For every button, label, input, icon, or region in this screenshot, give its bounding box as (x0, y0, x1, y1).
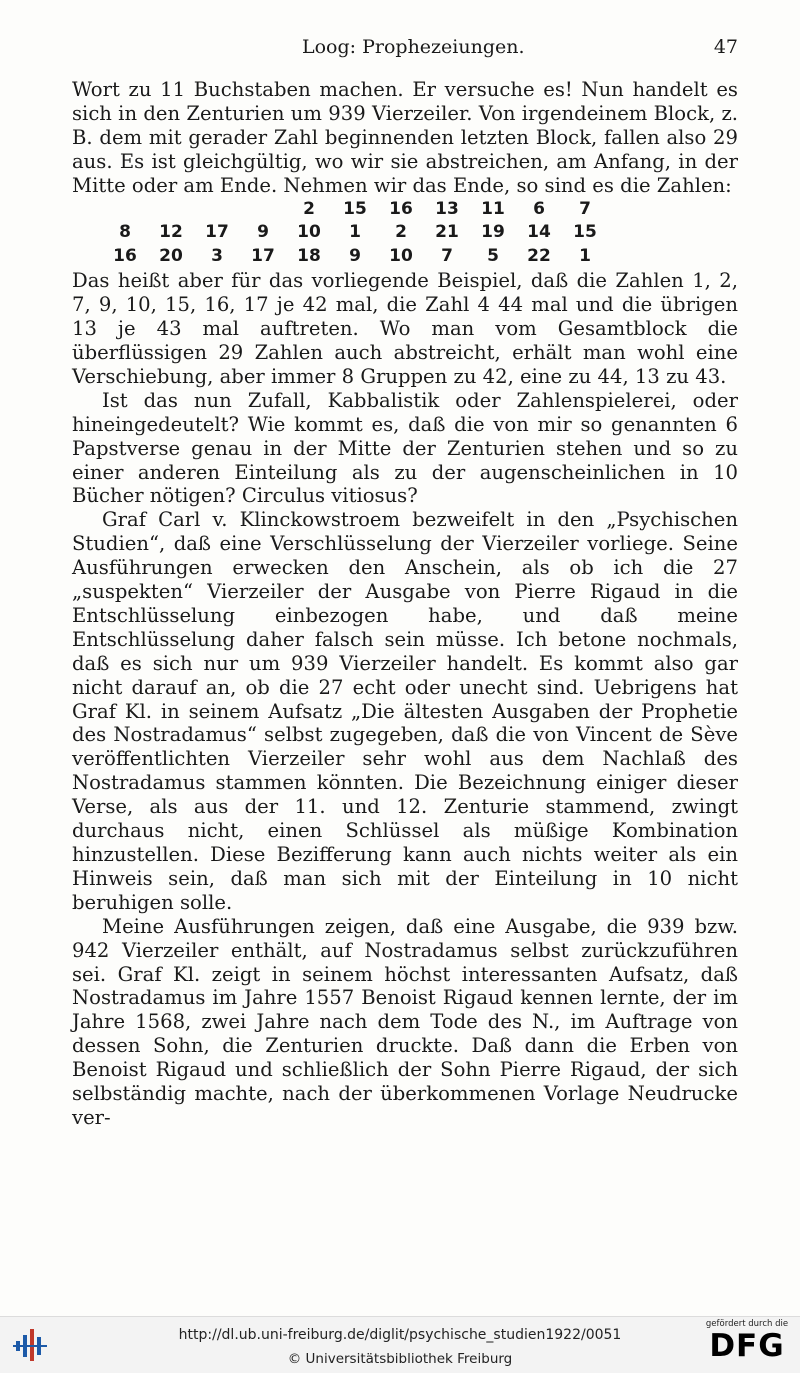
number-cell: 8 (119, 222, 131, 243)
number-cell: 14 (527, 222, 551, 243)
number-cell: 9 (349, 246, 361, 267)
number-cell: 15 (343, 198, 367, 219)
number-row (102, 221, 608, 245)
number-cell: 1 (579, 246, 591, 267)
number-cell: 10 (389, 246, 413, 267)
paragraph: Meine Ausführungen zeigen, daß eine Ausgabe, die 939 bzw. 942 Vierzeiler enthält, auf Nostradamus selbst zurückzuführen sei. Graf Kl. zeigt in seinem höchst interessanten Aufsatz, daß Nostradamus im Jahre 1557 Benoist Rigaud kennen lernte, der im Jahre 1568, zwei Jahre nach dem Tode des N., im Auftrage von dessen Sohn, die Zenturien druckte. Daß dann die Erben von Benoist Rigaud und schließlich der Sohn Pierre Rigaud, der sich selbständig machte, nach der überkommenen Vorlage Neudrucke ver- (72, 914, 738, 1129)
paragraph: Graf Carl v. Klinckowstroem bezweifelt in den „Psychischen Studien“, daß eine Verschlüsselung der Vierzeiler vorliege. Seine Ausführungen erwecken den Anschein, als ob ich die 27 „suspekten“ Vierzeiler der Ausgabe von Pierre Rigaud in die Entschlüsselung einbezogen habe, und daß meine Entschlüsselung daher falsch sein müsse. Ich betone nochmals, daß es sich nur um 939 Vierzeiler handelt. Es kommt also gar nicht darauf an, ob die 27 echt oder unecht sind. Uebrigens hat Graf Kl. in seinem Aufsatz „Die ältesten Ausgaben der Prophetie des Nostradamus“ selbst zugegeben, daß die von Vincent de Sève veröffentlichten Vierzeiler sehr wohl aus dem Nachlaß des Nostradamus stammen könnten. Die Bezeichnung einiger dieser Verse, als aus der 11. und 12. Zenturie stammend, zwingt durchaus nicht, einen Schlüssel als müßige Kombination hinzustellen. Diese Bezifferung kann auch nichts weiter als ein Hinweis sein, daß man sich mit der Einteilung in 10 nicht beruhigen solle. (72, 508, 738, 914)
number-cell: 12 (159, 222, 183, 243)
number-cell (102, 198, 148, 222)
page-body (72, 78, 738, 1130)
paragraph: Wort zu 11 Buchstaben machen. Er versuche es! Nun handelt es sich in den Zenturien um 939 Vierzeiler. Von irgendeinem Block, z. B. dem mit gerader Zahl beginnenden letzten Block, fallen also 29 aus. Es ist gleichgültig, wo wir sie abstreichen, am Anfang, in der Mitte oder am Ende. Nehmen wir das Ende, so sind es die Zahlen: (72, 78, 738, 197)
number-cell (194, 198, 240, 222)
number-row (102, 245, 608, 269)
number-row (102, 198, 608, 222)
number-cell: 2 (303, 198, 315, 219)
paragraph: Ist das nun Zufall, Kabbalistik oder Zahlenspielerei, oder hineingedeutelt? Wie kommt es, daß die von mir so genannten 6 Papstverse genau in der Mitte der Zenturien stehen und so zu einer anderen Einteilung als zu der augenscheinlichen in 10 Bücher nötigen? Circulus vitiosus? (72, 388, 738, 508)
number-cell: 18 (297, 246, 321, 267)
number-cell: 21 (435, 222, 459, 243)
number-cell: 9 (257, 222, 269, 243)
number-cell: 17 (251, 246, 275, 267)
paragraph: Das heißt aber für das vorliegende Beispiel, daß die Zahlen 1, 2, 7, 9, 10, 15, 16, 17 je 42 mal, die Zahl 4 44 mal und die übrigen 13 je 43 mal auftreten. Wo man vom Gesamtblock die überflüssigen 29 Zahlen auch abstreicht, erhält man wohl eine Verschiebung, aber immer 8 Gruppen zu 42, eine zu 44, 13 zu 43. (72, 269, 738, 388)
document-url[interactable]: http://dl.ub.uni-freiburg.de/diglit/psychische_studien1922/0051 (178, 1327, 622, 1343)
running-header (72, 36, 738, 64)
number-cell: 6 (533, 198, 545, 219)
number-cell: 11 (481, 198, 505, 219)
number-cell: 3 (211, 246, 223, 267)
running-title: Loog: Prophezeiungen. (302, 36, 525, 58)
text-block-after (72, 269, 738, 1130)
number-cell: 1 (349, 222, 361, 243)
number-cell: 15 (573, 222, 597, 243)
number-cell: 2 (395, 222, 407, 243)
number-cell: 16 (113, 246, 137, 267)
dfg-logo-text: DFG (709, 1328, 785, 1364)
number-cell (240, 198, 286, 222)
dfg-funding-text: gefördert durch die (705, 1319, 789, 1329)
copyright-notice: © Universitätsbibliothek Freiburg (287, 1351, 513, 1367)
number-cell: 7 (441, 246, 453, 267)
number-cell: 16 (389, 198, 413, 219)
number-cell: 10 (297, 222, 321, 243)
viewer-footer (0, 1316, 800, 1373)
number-cell: 19 (481, 222, 505, 243)
number-cell (148, 198, 194, 222)
number-cell: 5 (487, 246, 499, 267)
number-cell: 7 (579, 198, 591, 219)
number-cell: 20 (159, 246, 183, 267)
number-cell: 22 (527, 246, 551, 267)
page-number: 47 (713, 36, 738, 58)
number-cell: 13 (435, 198, 459, 219)
number-table (102, 198, 608, 270)
dfg-logo[interactable] (702, 1319, 792, 1363)
number-cell: 17 (205, 222, 229, 243)
text-block-before (72, 78, 738, 198)
